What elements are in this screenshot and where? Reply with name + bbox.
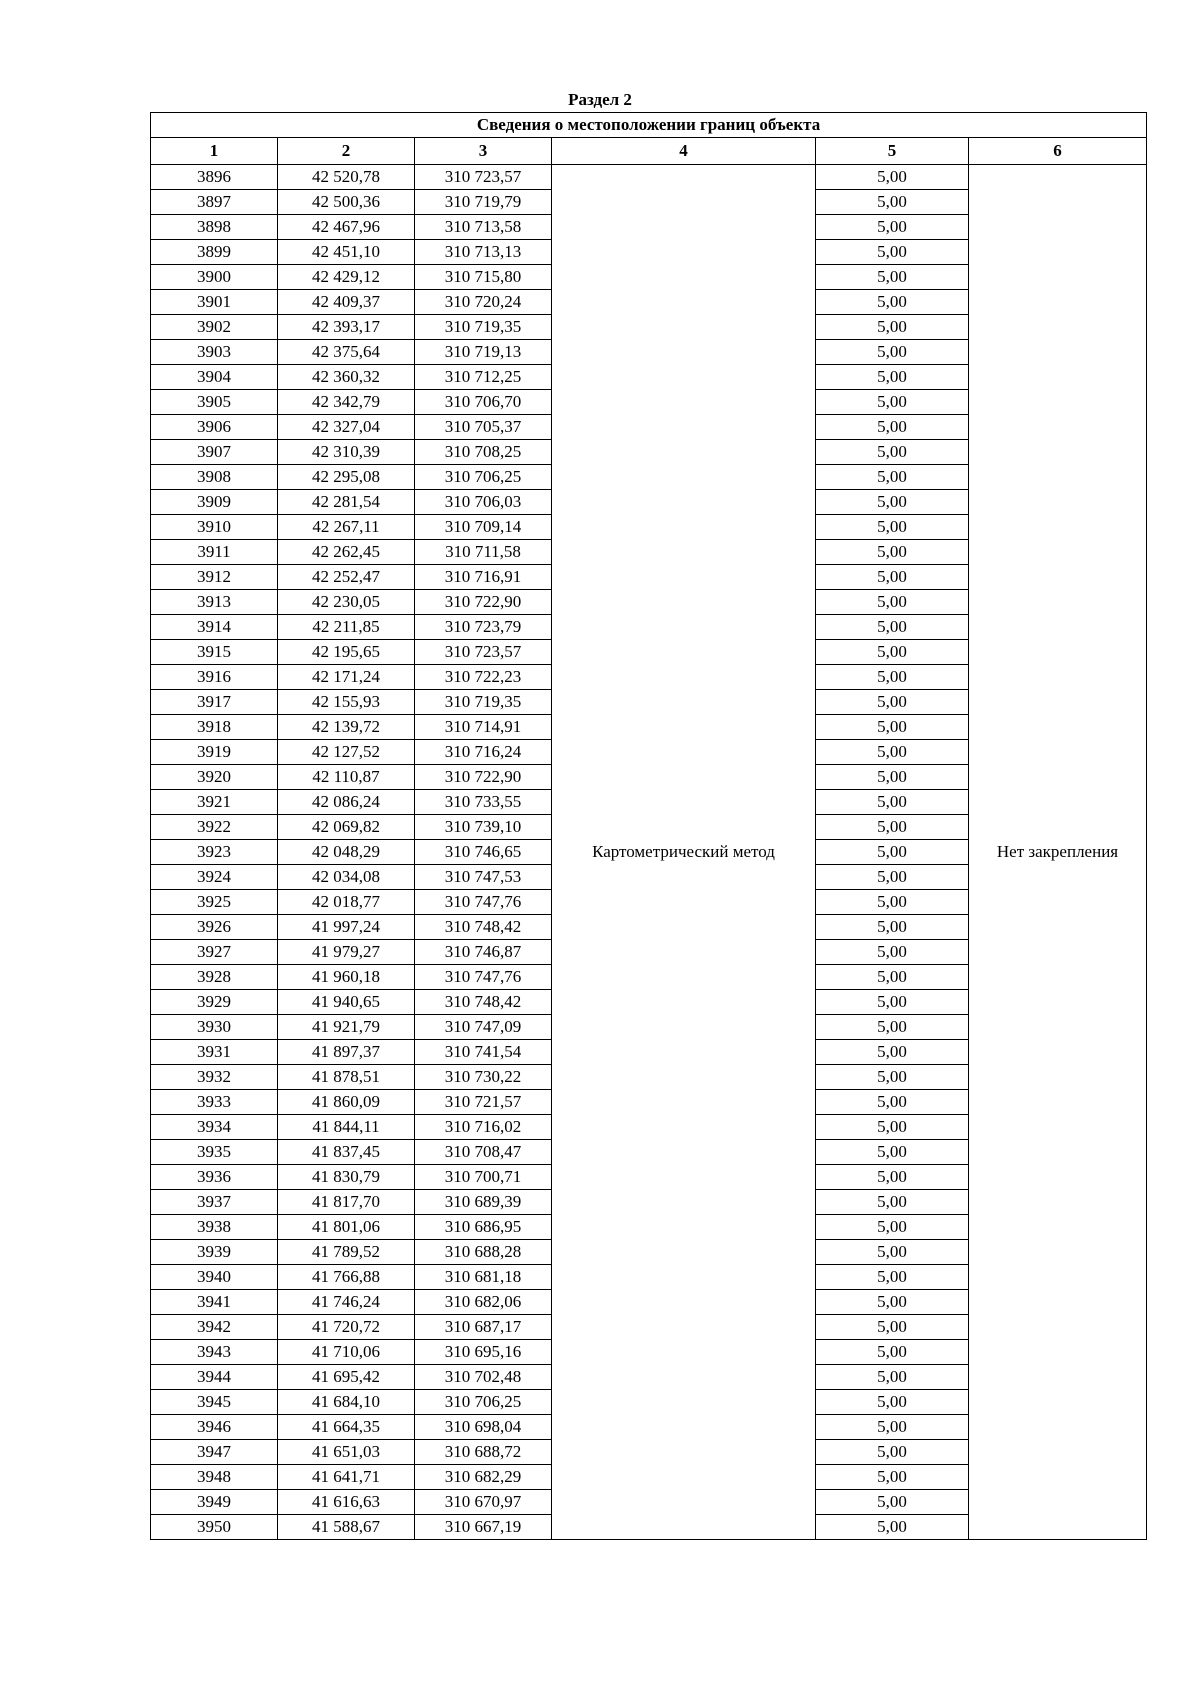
accuracy-cell: 5,00 bbox=[816, 840, 969, 865]
x-coordinate-cell: 41 766,88 bbox=[278, 1265, 415, 1290]
x-coordinate-cell: 42 520,78 bbox=[278, 165, 415, 190]
x-coordinate-cell: 42 252,47 bbox=[278, 565, 415, 590]
y-coordinate-cell: 310 705,37 bbox=[415, 415, 552, 440]
y-coordinate-cell: 310 720,24 bbox=[415, 290, 552, 315]
x-coordinate-cell: 41 746,24 bbox=[278, 1290, 415, 1315]
point-number-cell: 3947 bbox=[151, 1440, 278, 1465]
accuracy-cell: 5,00 bbox=[816, 1515, 969, 1540]
point-number-cell: 3906 bbox=[151, 415, 278, 440]
point-number-cell: 3909 bbox=[151, 490, 278, 515]
y-coordinate-cell: 310 719,79 bbox=[415, 190, 552, 215]
point-number-cell: 3915 bbox=[151, 640, 278, 665]
accuracy-cell: 5,00 bbox=[816, 1065, 969, 1090]
x-coordinate-cell: 41 837,45 bbox=[278, 1140, 415, 1165]
accuracy-cell: 5,00 bbox=[816, 715, 969, 740]
y-coordinate-cell: 310 716,02 bbox=[415, 1115, 552, 1140]
y-coordinate-cell: 310 739,10 bbox=[415, 815, 552, 840]
y-coordinate-cell: 310 747,76 bbox=[415, 890, 552, 915]
y-coordinate-cell: 310 688,28 bbox=[415, 1240, 552, 1265]
point-number-cell: 3898 bbox=[151, 215, 278, 240]
y-coordinate-cell: 310 711,58 bbox=[415, 540, 552, 565]
x-coordinate-cell: 41 651,03 bbox=[278, 1440, 415, 1465]
point-number-cell: 3941 bbox=[151, 1290, 278, 1315]
point-number-cell: 3919 bbox=[151, 740, 278, 765]
point-number-cell: 3900 bbox=[151, 265, 278, 290]
accuracy-cell: 5,00 bbox=[816, 290, 969, 315]
x-coordinate-cell: 41 789,52 bbox=[278, 1240, 415, 1265]
point-number-cell: 3903 bbox=[151, 340, 278, 365]
y-coordinate-cell: 310 723,57 bbox=[415, 640, 552, 665]
accuracy-cell: 5,00 bbox=[816, 490, 969, 515]
x-coordinate-cell: 41 830,79 bbox=[278, 1165, 415, 1190]
accuracy-cell: 5,00 bbox=[816, 1490, 969, 1515]
section-title: Раздел 2 bbox=[568, 90, 632, 109]
column-header-2: 2 bbox=[278, 138, 415, 165]
x-coordinate-cell: 42 281,54 bbox=[278, 490, 415, 515]
y-coordinate-cell: 310 687,17 bbox=[415, 1315, 552, 1340]
table-row bbox=[151, 165, 1147, 190]
x-coordinate-cell: 41 695,42 bbox=[278, 1365, 415, 1390]
y-coordinate-cell: 310 722,90 bbox=[415, 765, 552, 790]
point-number-cell: 3908 bbox=[151, 465, 278, 490]
x-coordinate-cell: 41 940,65 bbox=[278, 990, 415, 1015]
x-coordinate-cell: 42 155,93 bbox=[278, 690, 415, 715]
x-coordinate-cell: 41 720,72 bbox=[278, 1315, 415, 1340]
accuracy-cell: 5,00 bbox=[816, 690, 969, 715]
point-number-cell: 3923 bbox=[151, 840, 278, 865]
y-coordinate-cell: 310 723,57 bbox=[415, 165, 552, 190]
accuracy-cell: 5,00 bbox=[816, 515, 969, 540]
y-coordinate-cell: 310 702,48 bbox=[415, 1365, 552, 1390]
accuracy-cell: 5,00 bbox=[816, 590, 969, 615]
accuracy-cell: 5,00 bbox=[816, 265, 969, 290]
point-number-cell: 3928 bbox=[151, 965, 278, 990]
x-coordinate-cell: 41 684,10 bbox=[278, 1390, 415, 1415]
point-number-cell: 3937 bbox=[151, 1190, 278, 1215]
accuracy-cell: 5,00 bbox=[816, 615, 969, 640]
accuracy-cell: 5,00 bbox=[816, 215, 969, 240]
y-coordinate-cell: 310 706,25 bbox=[415, 1390, 552, 1415]
accuracy-cell: 5,00 bbox=[816, 1415, 969, 1440]
x-coordinate-cell: 41 897,37 bbox=[278, 1040, 415, 1065]
point-number-cell: 3911 bbox=[151, 540, 278, 565]
y-coordinate-cell: 310 686,95 bbox=[415, 1215, 552, 1240]
point-number-cell: 3925 bbox=[151, 890, 278, 915]
y-coordinate-cell: 310 688,72 bbox=[415, 1440, 552, 1465]
point-number-cell: 3933 bbox=[151, 1090, 278, 1115]
x-coordinate-cell: 42 048,29 bbox=[278, 840, 415, 865]
accuracy-cell: 5,00 bbox=[816, 940, 969, 965]
y-coordinate-cell: 310 713,58 bbox=[415, 215, 552, 240]
x-coordinate-cell: 42 310,39 bbox=[278, 440, 415, 465]
y-coordinate-cell: 310 681,18 bbox=[415, 1265, 552, 1290]
accuracy-cell: 5,00 bbox=[816, 1140, 969, 1165]
y-coordinate-cell: 310 747,76 bbox=[415, 965, 552, 990]
y-coordinate-cell: 310 689,39 bbox=[415, 1190, 552, 1215]
x-coordinate-cell: 42 327,04 bbox=[278, 415, 415, 440]
y-coordinate-cell: 310 723,79 bbox=[415, 615, 552, 640]
x-coordinate-cell: 42 034,08 bbox=[278, 865, 415, 890]
point-number-cell: 3926 bbox=[151, 915, 278, 940]
y-coordinate-cell: 310 714,91 bbox=[415, 715, 552, 740]
x-coordinate-cell: 41 710,06 bbox=[278, 1340, 415, 1365]
x-coordinate-cell: 42 018,77 bbox=[278, 890, 415, 915]
point-number-cell: 3950 bbox=[151, 1515, 278, 1540]
accuracy-cell: 5,00 bbox=[816, 1015, 969, 1040]
point-number-cell: 3945 bbox=[151, 1390, 278, 1415]
accuracy-cell: 5,00 bbox=[816, 390, 969, 415]
column-header-4: 4 bbox=[552, 138, 816, 165]
x-coordinate-cell: 42 230,05 bbox=[278, 590, 415, 615]
method-cell: Картометрический метод bbox=[552, 165, 816, 1540]
y-coordinate-cell: 310 713,13 bbox=[415, 240, 552, 265]
y-coordinate-cell: 310 719,35 bbox=[415, 690, 552, 715]
y-coordinate-cell: 310 682,06 bbox=[415, 1290, 552, 1315]
x-coordinate-cell: 41 616,63 bbox=[278, 1490, 415, 1515]
x-coordinate-cell: 42 127,52 bbox=[278, 740, 415, 765]
accuracy-cell: 5,00 bbox=[816, 1390, 969, 1415]
x-coordinate-cell: 42 110,87 bbox=[278, 765, 415, 790]
column-header-1: 1 bbox=[151, 138, 278, 165]
column-header-5: 5 bbox=[816, 138, 969, 165]
y-coordinate-cell: 310 706,03 bbox=[415, 490, 552, 515]
y-coordinate-cell: 310 716,24 bbox=[415, 740, 552, 765]
x-coordinate-cell: 42 409,37 bbox=[278, 290, 415, 315]
accuracy-cell: 5,00 bbox=[816, 915, 969, 940]
accuracy-cell: 5,00 bbox=[816, 990, 969, 1015]
y-coordinate-cell: 310 748,42 bbox=[415, 915, 552, 940]
x-coordinate-cell: 41 844,11 bbox=[278, 1115, 415, 1140]
point-number-cell: 3916 bbox=[151, 665, 278, 690]
accuracy-cell: 5,00 bbox=[816, 340, 969, 365]
accuracy-cell: 5,00 bbox=[816, 365, 969, 390]
accuracy-cell: 5,00 bbox=[816, 440, 969, 465]
y-coordinate-cell: 310 716,91 bbox=[415, 565, 552, 590]
y-coordinate-cell: 310 706,70 bbox=[415, 390, 552, 415]
point-number-cell: 3931 bbox=[151, 1040, 278, 1065]
x-coordinate-cell: 42 500,36 bbox=[278, 190, 415, 215]
y-coordinate-cell: 310 722,90 bbox=[415, 590, 552, 615]
point-number-cell: 3939 bbox=[151, 1240, 278, 1265]
column-header-3: 3 bbox=[415, 138, 552, 165]
x-coordinate-cell: 41 997,24 bbox=[278, 915, 415, 940]
x-coordinate-cell: 42 360,32 bbox=[278, 365, 415, 390]
x-coordinate-cell: 42 262,45 bbox=[278, 540, 415, 565]
y-coordinate-cell: 310 719,13 bbox=[415, 340, 552, 365]
y-coordinate-cell: 310 708,47 bbox=[415, 1140, 552, 1165]
x-coordinate-cell: 42 139,72 bbox=[278, 715, 415, 740]
table-caption: Сведения о местоположении границ объекта bbox=[151, 113, 1147, 138]
y-coordinate-cell: 310 741,54 bbox=[415, 1040, 552, 1065]
accuracy-cell: 5,00 bbox=[816, 740, 969, 765]
accuracy-cell: 5,00 bbox=[816, 565, 969, 590]
y-coordinate-cell: 310 746,87 bbox=[415, 940, 552, 965]
point-number-cell: 3896 bbox=[151, 165, 278, 190]
point-number-cell: 3927 bbox=[151, 940, 278, 965]
y-coordinate-cell: 310 698,04 bbox=[415, 1415, 552, 1440]
accuracy-cell: 5,00 bbox=[816, 465, 969, 490]
accuracy-cell: 5,00 bbox=[816, 665, 969, 690]
accuracy-cell: 5,00 bbox=[816, 1340, 969, 1365]
y-coordinate-cell: 310 695,16 bbox=[415, 1340, 552, 1365]
accuracy-cell: 5,00 bbox=[816, 540, 969, 565]
point-number-cell: 3942 bbox=[151, 1315, 278, 1340]
point-number-cell: 3948 bbox=[151, 1465, 278, 1490]
accuracy-cell: 5,00 bbox=[816, 815, 969, 840]
y-coordinate-cell: 310 700,71 bbox=[415, 1165, 552, 1190]
point-number-cell: 3902 bbox=[151, 315, 278, 340]
accuracy-cell: 5,00 bbox=[816, 1165, 969, 1190]
point-number-cell: 3914 bbox=[151, 615, 278, 640]
y-coordinate-cell: 310 722,23 bbox=[415, 665, 552, 690]
y-coordinate-cell: 310 667,19 bbox=[415, 1515, 552, 1540]
x-coordinate-cell: 42 267,11 bbox=[278, 515, 415, 540]
accuracy-cell: 5,00 bbox=[816, 965, 969, 990]
y-coordinate-cell: 310 747,09 bbox=[415, 1015, 552, 1040]
point-number-cell: 3907 bbox=[151, 440, 278, 465]
fixing-cell: Нет закрепления bbox=[969, 165, 1147, 1540]
x-coordinate-cell: 42 429,12 bbox=[278, 265, 415, 290]
point-number-cell: 3912 bbox=[151, 565, 278, 590]
accuracy-cell: 5,00 bbox=[816, 1465, 969, 1490]
point-number-cell: 3949 bbox=[151, 1490, 278, 1515]
accuracy-cell: 5,00 bbox=[816, 415, 969, 440]
accuracy-cell: 5,00 bbox=[816, 1365, 969, 1390]
x-coordinate-cell: 42 375,64 bbox=[278, 340, 415, 365]
y-coordinate-cell: 310 715,80 bbox=[415, 265, 552, 290]
column-header-6: 6 bbox=[969, 138, 1147, 165]
point-number-cell: 3944 bbox=[151, 1365, 278, 1390]
y-coordinate-cell: 310 721,57 bbox=[415, 1090, 552, 1115]
caption-row bbox=[151, 113, 1147, 138]
x-coordinate-cell: 42 467,96 bbox=[278, 215, 415, 240]
column-number-row bbox=[151, 138, 1147, 165]
accuracy-cell: 5,00 bbox=[816, 1240, 969, 1265]
x-coordinate-cell: 41 979,27 bbox=[278, 940, 415, 965]
x-coordinate-cell: 41 878,51 bbox=[278, 1065, 415, 1090]
x-coordinate-cell: 41 801,06 bbox=[278, 1215, 415, 1240]
boundary-coordinates-table bbox=[150, 112, 1147, 1540]
y-coordinate-cell: 310 747,53 bbox=[415, 865, 552, 890]
accuracy-cell: 5,00 bbox=[816, 190, 969, 215]
accuracy-cell: 5,00 bbox=[816, 1040, 969, 1065]
x-coordinate-cell: 41 860,09 bbox=[278, 1090, 415, 1115]
point-number-cell: 3913 bbox=[151, 590, 278, 615]
accuracy-cell: 5,00 bbox=[816, 865, 969, 890]
point-number-cell: 3897 bbox=[151, 190, 278, 215]
point-number-cell: 3943 bbox=[151, 1340, 278, 1365]
accuracy-cell: 5,00 bbox=[816, 1115, 969, 1140]
point-number-cell: 3918 bbox=[151, 715, 278, 740]
x-coordinate-cell: 42 211,85 bbox=[278, 615, 415, 640]
x-coordinate-cell: 42 171,24 bbox=[278, 665, 415, 690]
x-coordinate-cell: 42 451,10 bbox=[278, 240, 415, 265]
point-number-cell: 3930 bbox=[151, 1015, 278, 1040]
y-coordinate-cell: 310 712,25 bbox=[415, 365, 552, 390]
point-number-cell: 3932 bbox=[151, 1065, 278, 1090]
y-coordinate-cell: 310 706,25 bbox=[415, 465, 552, 490]
x-coordinate-cell: 41 817,70 bbox=[278, 1190, 415, 1215]
x-coordinate-cell: 42 342,79 bbox=[278, 390, 415, 415]
accuracy-cell: 5,00 bbox=[816, 640, 969, 665]
y-coordinate-cell: 310 733,55 bbox=[415, 790, 552, 815]
accuracy-cell: 5,00 bbox=[816, 315, 969, 340]
accuracy-cell: 5,00 bbox=[816, 1090, 969, 1115]
point-number-cell: 3938 bbox=[151, 1215, 278, 1240]
x-coordinate-cell: 42 069,82 bbox=[278, 815, 415, 840]
point-number-cell: 3921 bbox=[151, 790, 278, 815]
y-coordinate-cell: 310 748,42 bbox=[415, 990, 552, 1015]
x-coordinate-cell: 42 295,08 bbox=[278, 465, 415, 490]
x-coordinate-cell: 42 086,24 bbox=[278, 790, 415, 815]
x-coordinate-cell: 41 664,35 bbox=[278, 1415, 415, 1440]
x-coordinate-cell: 41 641,71 bbox=[278, 1465, 415, 1490]
y-coordinate-cell: 310 730,22 bbox=[415, 1065, 552, 1090]
y-coordinate-cell: 310 670,97 bbox=[415, 1490, 552, 1515]
point-number-cell: 3904 bbox=[151, 365, 278, 390]
y-coordinate-cell: 310 719,35 bbox=[415, 315, 552, 340]
point-number-cell: 3929 bbox=[151, 990, 278, 1015]
x-coordinate-cell: 41 921,79 bbox=[278, 1015, 415, 1040]
point-number-cell: 3922 bbox=[151, 815, 278, 840]
y-coordinate-cell: 310 746,65 bbox=[415, 840, 552, 865]
x-coordinate-cell: 42 393,17 bbox=[278, 315, 415, 340]
accuracy-cell: 5,00 bbox=[816, 1315, 969, 1340]
point-number-cell: 3905 bbox=[151, 390, 278, 415]
point-number-cell: 3940 bbox=[151, 1265, 278, 1290]
point-number-cell: 3935 bbox=[151, 1140, 278, 1165]
accuracy-cell: 5,00 bbox=[816, 890, 969, 915]
y-coordinate-cell: 310 709,14 bbox=[415, 515, 552, 540]
accuracy-cell: 5,00 bbox=[816, 790, 969, 815]
y-coordinate-cell: 310 708,25 bbox=[415, 440, 552, 465]
accuracy-cell: 5,00 bbox=[816, 240, 969, 265]
table-body bbox=[151, 165, 1147, 1540]
accuracy-cell: 5,00 bbox=[816, 765, 969, 790]
x-coordinate-cell: 41 588,67 bbox=[278, 1515, 415, 1540]
point-number-cell: 3936 bbox=[151, 1165, 278, 1190]
point-number-cell: 3899 bbox=[151, 240, 278, 265]
y-coordinate-cell: 310 682,29 bbox=[415, 1465, 552, 1490]
x-coordinate-cell: 41 960,18 bbox=[278, 965, 415, 990]
accuracy-cell: 5,00 bbox=[816, 1215, 969, 1240]
accuracy-cell: 5,00 bbox=[816, 1190, 969, 1215]
point-number-cell: 3917 bbox=[151, 690, 278, 715]
point-number-cell: 3910 bbox=[151, 515, 278, 540]
point-number-cell: 3920 bbox=[151, 765, 278, 790]
point-number-cell: 3924 bbox=[151, 865, 278, 890]
point-number-cell: 3946 bbox=[151, 1415, 278, 1440]
accuracy-cell: 5,00 bbox=[816, 165, 969, 190]
point-number-cell: 3901 bbox=[151, 290, 278, 315]
accuracy-cell: 5,00 bbox=[816, 1265, 969, 1290]
accuracy-cell: 5,00 bbox=[816, 1440, 969, 1465]
point-number-cell: 3934 bbox=[151, 1115, 278, 1140]
x-coordinate-cell: 42 195,65 bbox=[278, 640, 415, 665]
accuracy-cell: 5,00 bbox=[816, 1290, 969, 1315]
